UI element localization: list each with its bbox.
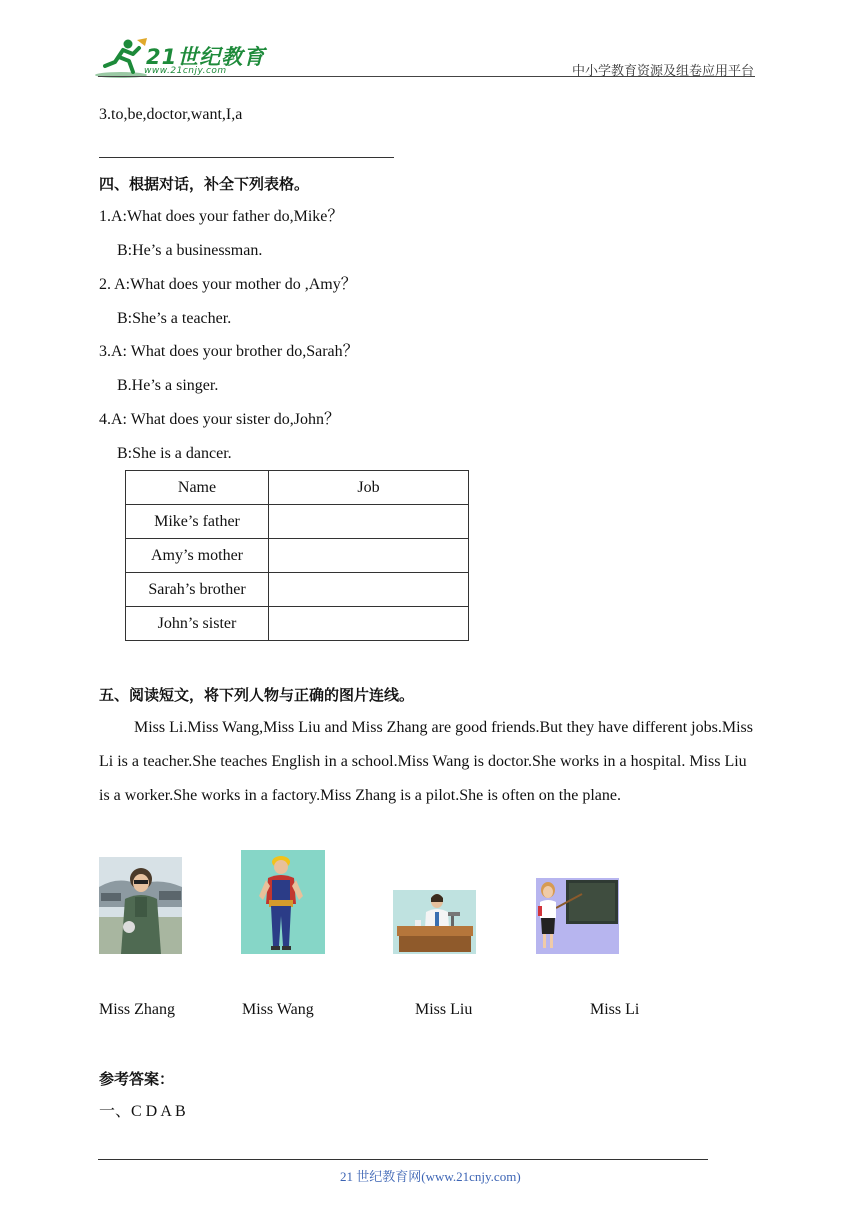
- dialog-3-answer: B.He’s a singer.: [117, 377, 219, 394]
- dialog-1-question: 1.A:What does your father do,Mike？: [99, 208, 344, 225]
- answer-blank-line[interactable]: [99, 157, 394, 158]
- answers-first: 一、C D A B: [99, 1103, 186, 1120]
- teacher-picture[interactable]: [536, 878, 619, 954]
- name-miss-zhang[interactable]: Miss Zhang: [99, 1001, 175, 1018]
- answers-title: 参考答案：: [99, 1070, 175, 1088]
- job-table: [125, 470, 469, 641]
- table-cell-job-blank[interactable]: [269, 607, 469, 641]
- table-cell-name: Sarah’s brother: [126, 573, 269, 607]
- dialog-2-question: 2. A:What does your mother do ,Amy？: [99, 276, 357, 293]
- footer-divider: [98, 1159, 708, 1160]
- table-row: [126, 505, 469, 539]
- logo-url: www.21cnjy.com: [144, 66, 227, 76]
- pilot-illustration-icon: [99, 857, 182, 954]
- section-4-title: 四、根据对话，补全下列表格。: [99, 175, 310, 193]
- table-cell-job-blank[interactable]: [269, 505, 469, 539]
- table-header-name: Name: [126, 471, 269, 505]
- table-cell-name: Mike’s father: [126, 505, 269, 539]
- dialog-4-answer: B:She is a dancer.: [117, 445, 232, 462]
- table-cell-name: Amy’s mother: [126, 539, 269, 573]
- teacher-illustration-icon: [536, 878, 619, 954]
- name-miss-liu[interactable]: Miss Liu: [415, 1001, 473, 1018]
- table-cell-job-blank[interactable]: [269, 573, 469, 607]
- section-5-title: 五、阅读短文，将下列人物与正确的图片连线。: [99, 686, 415, 704]
- name-miss-li[interactable]: Miss Li: [590, 1001, 640, 1018]
- footer-text[interactable]: 21 世纪教育网(www.21cnjy.com): [340, 1169, 521, 1184]
- table-header-row: [126, 471, 469, 505]
- table-header-job: Job: [269, 471, 469, 505]
- table-row: [126, 539, 469, 573]
- header-platform-text: 中小学教育资源及组卷应用平台: [571, 64, 754, 79]
- header-divider: [98, 76, 755, 77]
- doctor-illustration-icon: [393, 890, 476, 954]
- name-miss-wang[interactable]: Miss Wang: [242, 1001, 314, 1018]
- dialog-2-answer: B:She’s a teacher.: [117, 310, 232, 327]
- dialog-1-answer: B:He’s a businessman.: [117, 242, 263, 259]
- dialog-3-question: 3.A: What does your brother do,Sarah？: [99, 343, 359, 360]
- table-row: [126, 607, 469, 641]
- logo-title: 21世纪教育: [146, 45, 266, 69]
- table-row: [126, 573, 469, 607]
- dialog-4-question: 4.A: What does your sister do,John？: [99, 411, 341, 428]
- reading-passage: Miss Li.Miss Wang,Miss Liu and Miss Zhang are good friends.But they have different jobs.Miss Li is a teacher.She teaches English in a school.Miss Wang is doctor.She works in a hospital. Miss Liu is a worker.She works in a factory.Miss Zhang is a pilot.She is often on the plane.: [99, 719, 753, 804]
- table-cell-job-blank[interactable]: [269, 539, 469, 573]
- question-3-words: 3.to,be,doctor,want,I,a: [99, 106, 243, 123]
- pilot-picture[interactable]: [99, 857, 182, 954]
- worker-illustration-icon: [241, 850, 325, 954]
- doctor-picture[interactable]: [393, 890, 476, 954]
- table-cell-name: John’s sister: [126, 607, 269, 641]
- worker-picture[interactable]: [241, 850, 325, 954]
